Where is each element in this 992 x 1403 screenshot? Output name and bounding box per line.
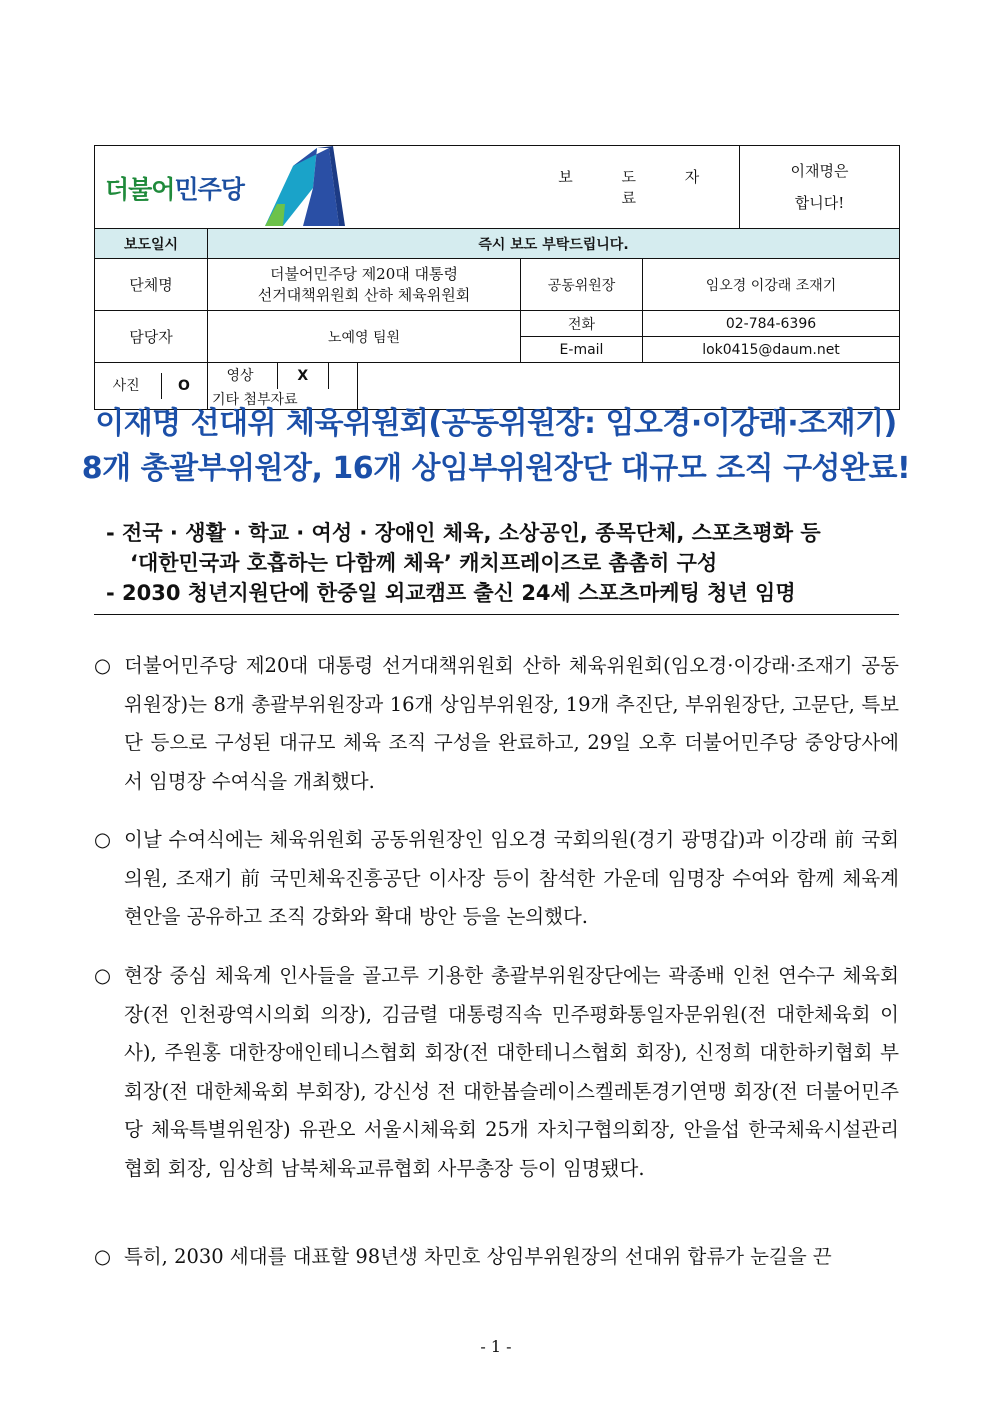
- email-label: E-mail: [521, 337, 643, 363]
- chair-label: 공동위원장: [521, 259, 643, 311]
- subhead-3: - 2030 청년지원단에 한중일 외교캠프 출신 24세 스포츠마케팅 청년 임명: [106, 581, 796, 605]
- org-label: 단체명: [95, 259, 208, 311]
- paragraph-text: 더불어민주당 제20대 대통령 선거대책위원회 산하 체육위원회(임오경·이강래·조재기 공동위원장)는 8개 총괄부위원장과 16개 상임부위원장, 19개 추진단, 부위원장단, 고문단, 특보단 등으로 구성된 대규모 체육 조직 구성을 완료하고, 29일 오후 더불어민주당 중앙당사에서 임명장 수여식을 개최했다.: [124, 654, 899, 793]
- bullet-icon: ○: [94, 1245, 112, 1268]
- press-header-table: [94, 145, 900, 410]
- phone-value: 02-784-6396: [643, 311, 900, 337]
- release-value: 즉시 보도 부탁드립니다.: [208, 229, 900, 259]
- contact-label: 담당자: [95, 311, 208, 363]
- photo-label: 사진: [112, 378, 140, 394]
- paragraph-2: [94, 821, 899, 937]
- email-value: lok0415@daum.net: [643, 337, 900, 363]
- contact-value: 노예영 팀원: [208, 311, 521, 363]
- subhead-1: - 전국 · 생활 · 학교 · 여성 · 장애인 체육, 소상공인, 종목단체, 스포츠평화 등: [106, 521, 821, 545]
- slogan: 이재명은 합니다!: [740, 146, 900, 229]
- bullet-icon: ○: [94, 828, 112, 851]
- video-value: X: [277, 363, 329, 389]
- logo-area: [95, 146, 521, 229]
- paragraph-text: 현장 중심 체육계 인사들을 골고루 기용한 총괄부위원장단에는 곽종배 인천 연수구 체육회장(전 인천광역시의회 의장), 김금렬 대통령직속 민주평화통일자문위원(전 대한체육회 이사), 주원홍 대한장애인테니스협회 회장(전 대한테니스협회 회장), 신정희 대한하키협회 부회장(전 대한체육회 부회장), 강신성 전 대한봅슬레이스켈레톤경기연맹 회장(전 더불어민주당 체육특별위원장) 유관오 서울시체육회 25개 자치구협의회장, 안을섭 한국체육시설관리협회 회장, 임상희 남북체육교류협회 사무총장 등이 임명됐다.: [124, 964, 899, 1180]
- bullet-icon: ○: [94, 964, 112, 987]
- subhead-2: ‘대한민국과 호흡하는 다함께 체육’ 캐치프레이즈로 촘촘히 구성: [130, 551, 718, 575]
- paragraph-text: 이날 수여식에는 체육위원회 공동위원장인 임오경 국회의원(경기 광명갑)과 이강래 前 국회의원, 조재기 前 국민체육진흥공단 이사장 등이 참석한 가운데 임명장 수여와 함께 체육계 현안을 공유하고 조직 강화와 확대 방안 등을 논의했다.: [124, 828, 899, 928]
- release-label: 보도일시: [95, 229, 208, 259]
- headline-line1: 이재명 선대위 체육위원회(공동위원장: 임오경·이강래·조재기): [95, 406, 897, 441]
- paragraph-3: [94, 957, 899, 1188]
- divider: [94, 614, 899, 615]
- photo-value: O: [161, 373, 206, 399]
- party-logo: 더불어민주당: [105, 175, 244, 204]
- headline-line2: 8개 총괄부위원장, 16개 상임부위원장단 대규모 조직 구성완료!: [81, 451, 911, 486]
- org-value: 더불어민주당 제20대 대통령 선거대책위원회 산하 체육위원회: [208, 259, 521, 311]
- video-label: 영상: [226, 368, 254, 384]
- attach-label: 기타 첨부자료: [212, 392, 298, 408]
- paragraph-1: [94, 647, 899, 801]
- paragraph-text: 특히, 2030 세대를 대표할 98년생 차민호 상임부위원장의 선대위 합류가 눈길을 끈: [124, 1245, 832, 1268]
- party-logo-icon: [255, 146, 355, 228]
- chair-value: 임오경 이강래 조재기: [643, 259, 900, 311]
- page-number: - 1 -: [480, 1337, 512, 1356]
- phone-label: 전화: [521, 311, 643, 337]
- paragraph-4: [94, 1238, 899, 1277]
- bullet-icon: ○: [94, 654, 112, 677]
- doc-title: 보 도 자 료: [521, 146, 740, 229]
